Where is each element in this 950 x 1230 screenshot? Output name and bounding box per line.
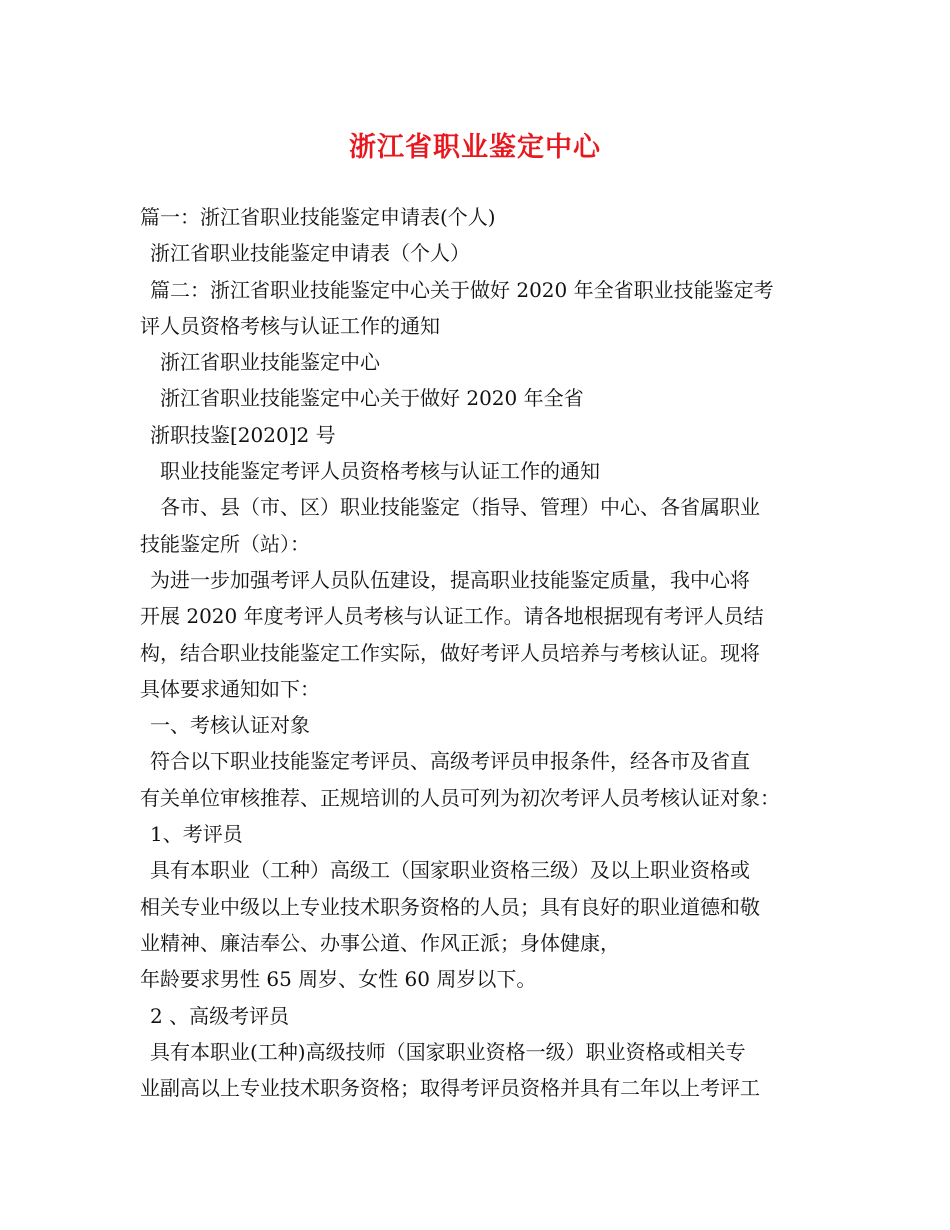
text-line: 浙职技鉴[2020]2 号 — [150, 422, 336, 447]
text-line: 业精神、廉洁奉公、办事公道、作风正派；身体健康， — [140, 930, 620, 955]
text-line: 为进一步加强考评人员队伍建设，提高职业技能鉴定质量，我中心将 — [150, 567, 750, 592]
text-line: 有关单位审核推荐、正规培训的人员可列为初次考评人员考核认证对象： — [140, 785, 780, 810]
text-line: 1、考评员 — [150, 822, 243, 847]
text-line: 篇二：浙江省职业技能鉴定中心关于做好 2020 年全省职业技能鉴定考 — [150, 277, 774, 302]
text-line: 浙江省职业技能鉴定中心关于做好 2020 年全省 — [160, 386, 584, 411]
text-line: 构，结合职业技能鉴定工作实际，做好考评人员培养与考核认证。现将 — [140, 640, 760, 665]
text-line: 相关专业中级以上专业技术职务资格的人员；具有良好的职业道德和敬 — [140, 894, 760, 919]
text-line: 具体要求通知如下： — [140, 676, 320, 701]
text-line: 2 、高级考评员 — [150, 1003, 290, 1028]
text-line: 具有本职业(工种)高级技师（国家职业资格一级）职业资格或相关专 — [150, 1039, 746, 1064]
text-line: 业副高以上专业技术职务资格；取得考评员资格并具有二年以上考评工 — [140, 1076, 760, 1101]
text-line: 具有本职业（工种）高级工（国家职业资格三级）及以上职业资格或 — [150, 858, 750, 883]
text-line: 篇一：浙江省职业技能鉴定申请表(个人) — [140, 205, 496, 229]
text-line: 评人员资格考核与认证工作的通知 — [140, 313, 440, 338]
text-line: 职业技能鉴定考评人员资格考核与认证工作的通知 — [160, 459, 600, 484]
text-line: 开展 2020 年度考评人员考核与认证工作。请各地根据现有考评人员结 — [140, 604, 764, 629]
text-line: 一、考核认证对象 — [150, 713, 310, 738]
text-line: 浙江省职业技能鉴定申请表（个人） — [150, 241, 470, 266]
text-line: 浙江省职业技能鉴定中心 — [160, 350, 380, 375]
text-line: 各市、县（市、区）职业技能鉴定（指导、管理）中心、各省属职业 — [160, 495, 760, 520]
document-body — [140, 199, 820, 1106]
text-line: 符合以下职业技能鉴定考评员、高级考评员申报条件，经各市及省直 — [150, 749, 750, 774]
document-title: 浙江省职业鉴定中心 — [349, 132, 601, 163]
text-line: 年龄要求男性 65 周岁、女性 60 周岁以下。 — [140, 967, 537, 992]
text-line: 技能鉴定所（站）： — [140, 531, 310, 556]
